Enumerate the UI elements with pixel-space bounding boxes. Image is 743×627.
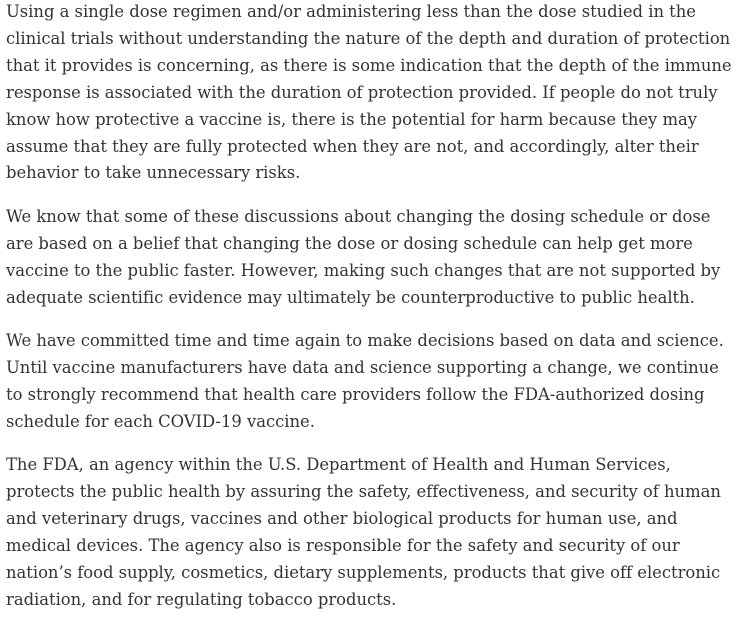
paragraph-single-dose-concern: Using a single dose regimen and/or administering less than the dose studied in the clinical trials without understanding the nature of the depth and duration of protection that it provides is concerning, as there is some indication that the depth of the immune response is associated with the duration of protection provided. If people do not truly know how protective a vaccine is, there is the potential for harm because they may assume that they are fully protected when they are not, and accordingly, alter their behavior to take unnecessary risks. — [6, 2, 732, 183]
paragraph-data-and-science-commitment: We have committed time and time again to make decisions based on data and science. Until vaccine manufacturers have data and science supporting a change, we continue to strongly recommend that health care providers follow the FDA-authorized dosing schedule for each COVID-19 vaccine. — [6, 330, 724, 431]
paragraph-dosing-schedule-discussions: We know that some of these discussions about changing the dosing schedule or dose are based on a belief that changing the dose or dosing schedule can help get more vaccine to the public faster. However, making such changes that are not supported by adequate scientific evidence may ultimately be counterproductive to public health. — [6, 206, 721, 307]
paragraph-fda-boilerplate: The FDA, an agency within the U.S. Department of Health and Human Services, protects the public health by assuring the safety, effectiveness, and security of human and veterinary drugs, vaccines and other biological products for human use, and medical devices. The agency also is responsible for the safety and security of our nation’s food supply, cosmetics, dietary supplements, products that give off electronic radiation, and for regulating tobacco products. — [6, 455, 721, 609]
